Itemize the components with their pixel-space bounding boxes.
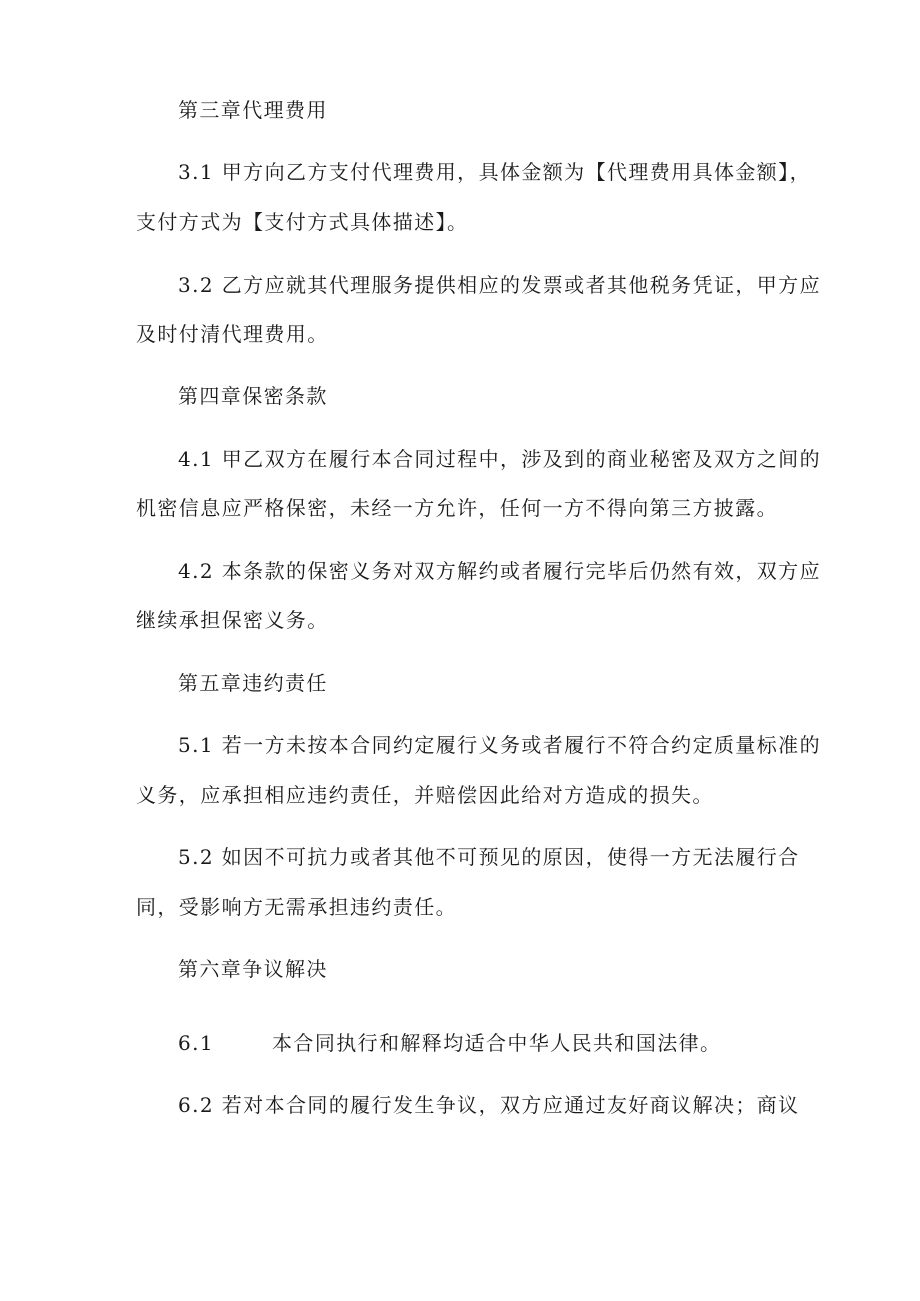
clause-6-2-line-1: [178, 1093, 800, 1117]
clause-text: 本合同执行和解释均适合中华人民共和国法律。: [272, 1031, 722, 1055]
clause-number: 4.1: [178, 447, 215, 471]
clause-6-1-line-1: [178, 1031, 721, 1055]
clause-text: 甲方向乙方支付代理费用，具体金额为【代理费用具体金额】，: [221, 160, 811, 184]
clause-3-2-line-2: 及时付清代理费用。: [136, 322, 329, 346]
clause-5-2-line-2: 同，受影响方无需承担违约责任。: [136, 895, 457, 919]
clause-3-1-line-2: 支付方式为【支付方式具体描述】。: [136, 210, 469, 234]
clause-number: 5.2: [178, 845, 215, 869]
clause-text: 若一方未按本合同约定履行义务或者履行不符合约定质量标准的: [221, 733, 821, 757]
chapter-heading-4: 第四章保密条款: [178, 384, 328, 408]
clause-4-2-line-1: [178, 559, 821, 583]
clause-number: 6.2: [178, 1093, 215, 1117]
clause-number: 3.2: [178, 273, 215, 297]
clause-number: 3.1: [178, 160, 215, 184]
clause-text: 如因不可抗力或者其他不可预见的原因，使得一方无法履行合: [221, 845, 800, 869]
clause-3-1-line-1: [178, 160, 811, 184]
clause-number: 4.2: [178, 559, 215, 583]
clause-number: 6.1: [178, 1031, 215, 1055]
chapter-heading-5: 第五章违约责任: [178, 671, 328, 695]
chapter-heading-3: 第三章代理费用: [178, 98, 328, 122]
clause-5-1-line-1: [178, 733, 821, 757]
clause-4-2-line-2: 继续承担保密义务。: [136, 608, 329, 632]
clause-3-2-line-1: [178, 273, 821, 297]
clause-number: 5.1: [178, 733, 215, 757]
clause-text: 甲乙双方在履行本合同过程中，涉及到的商业秘密及双方之间的: [221, 447, 821, 471]
clause-text: 乙方应就其代理服务提供相应的发票或者其他税务凭证，甲方应: [221, 273, 821, 297]
clause-4-1-line-1: [178, 447, 821, 471]
clause-text: 本条款的保密义务对双方解约或者履行完毕后仍然有效，双方应: [221, 559, 821, 583]
clause-5-1-line-2: 义务，应承担相应违约责任，并赔偿因此给对方造成的损失。: [136, 783, 714, 807]
clause-4-1-line-2: 机密信息应严格保密，未经一方允许，任何一方不得向第三方披露。: [136, 496, 778, 520]
chapter-heading-6: 第六章争议解决: [178, 957, 328, 981]
clause-5-2-line-1: [178, 845, 800, 869]
clause-text: 若对本合同的履行发生争议，双方应通过友好商议解决；商议: [221, 1093, 800, 1117]
